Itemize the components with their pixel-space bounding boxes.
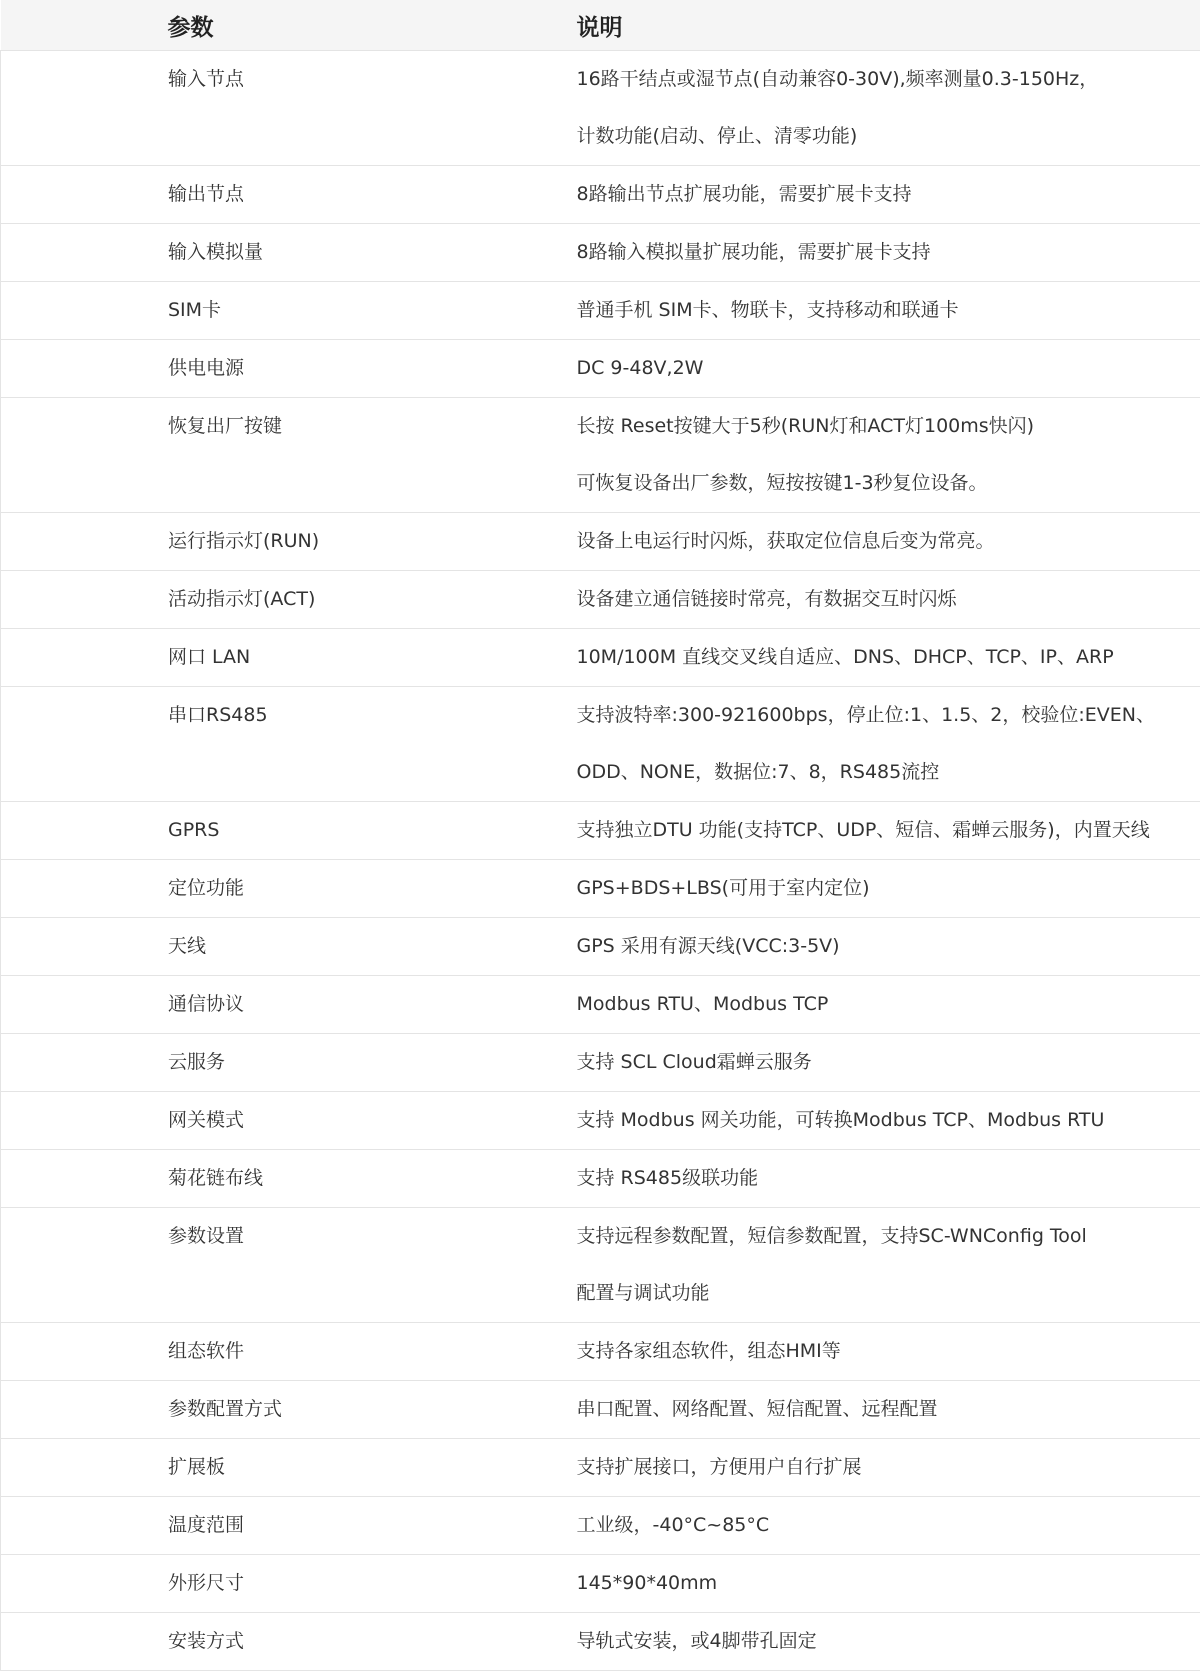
desc-line: 支持独立DTU 功能(支持TCP、UDP、短信、霜蝉云服务)，内置天线 [577, 802, 1200, 859]
desc-cell [577, 571, 1200, 629]
desc-line: 支持远程参数配置，短信参数配置，支持SC-WNConfig Tool [577, 1208, 1200, 1265]
desc-line: Modbus RTU、Modbus TCP [577, 976, 1200, 1033]
table-row [1, 1439, 1200, 1497]
table-row [1, 1613, 1200, 1671]
desc-line: GPS+BDS+LBS(可用于室内定位) [577, 860, 1200, 917]
desc-line: DC 9-48V,2W [577, 340, 1200, 397]
param-cell [1, 918, 577, 976]
param-cell [1, 976, 577, 1034]
desc-cell [577, 513, 1200, 571]
desc-cell [577, 1439, 1200, 1497]
desc-cell [577, 1092, 1200, 1150]
desc-line: 支持波特率:300-921600bps，停止位:1、1.5、2，校验位:EVEN、 [577, 687, 1200, 744]
desc-cell [577, 976, 1200, 1034]
desc-line: 8路输出节点扩展功能，需要扩展卡支持 [577, 166, 1200, 223]
param-cell [1, 1323, 577, 1381]
desc-line: 普通手机 SIM卡、物联卡，支持移动和联通卡 [577, 282, 1200, 339]
param-label: GPRS [168, 802, 577, 859]
param-cell [1, 1613, 577, 1671]
desc-line: 支持 RS485级联功能 [577, 1150, 1200, 1207]
param-cell [1, 1208, 577, 1323]
desc-line: 串口配置、网络配置、短信配置、远程配置 [577, 1381, 1200, 1438]
desc-line: 配置与调试功能 [577, 1265, 1200, 1322]
param-cell [1, 51, 577, 166]
param-cell [1, 571, 577, 629]
desc-cell [577, 224, 1200, 282]
desc-cell [577, 340, 1200, 398]
param-label: 活动指示灯(ACT) [168, 571, 577, 628]
param-cell [1, 340, 577, 398]
param-label: 组态软件 [168, 1323, 577, 1380]
param-cell [1, 1555, 577, 1613]
desc-cell [577, 860, 1200, 918]
desc-cell [577, 1613, 1200, 1671]
desc-line: 设备建立通信链接时常亮，有数据交互时闪烁 [577, 571, 1200, 628]
table-row [1, 1208, 1200, 1323]
param-cell [1, 802, 577, 860]
param-cell [1, 224, 577, 282]
desc-cell [577, 687, 1200, 802]
table-row [1, 1323, 1200, 1381]
desc-cell [577, 398, 1200, 513]
param-label: 运行指示灯(RUN) [168, 513, 577, 570]
desc-cell [577, 1150, 1200, 1208]
param-label: 通信协议 [168, 976, 577, 1033]
desc-cell [577, 1497, 1200, 1555]
desc-cell [577, 166, 1200, 224]
param-label: 安装方式 [168, 1613, 577, 1670]
desc-line: ODD、NONE，数据位:7、8，RS485流控 [577, 744, 1200, 801]
table-row [1, 1555, 1200, 1613]
param-cell [1, 1439, 577, 1497]
desc-line: 长按 Reset按键大于5秒(RUN灯和ACT灯100ms快闪) [577, 398, 1200, 455]
table-row [1, 860, 1200, 918]
param-cell [1, 860, 577, 918]
table-row [1, 282, 1200, 340]
param-label: 天线 [168, 918, 577, 975]
desc-line: 支持 SCL Cloud霜蝉云服务 [577, 1034, 1200, 1091]
desc-cell [577, 282, 1200, 340]
table-row [1, 224, 1200, 282]
table-row [1, 1150, 1200, 1208]
param-cell [1, 1034, 577, 1092]
desc-cell [577, 1555, 1200, 1613]
param-label: 扩展板 [168, 1439, 577, 1496]
param-label: 供电电源 [168, 340, 577, 397]
table-row [1, 629, 1200, 687]
header-param: 参数 [1, 0, 577, 51]
desc-cell [577, 1208, 1200, 1323]
table-row [1, 571, 1200, 629]
table-row [1, 1034, 1200, 1092]
param-cell [1, 687, 577, 802]
param-cell [1, 166, 577, 224]
param-label: 参数设置 [168, 1208, 577, 1265]
param-label: 参数配置方式 [168, 1381, 577, 1438]
table-row [1, 51, 1200, 166]
param-label: 定位功能 [168, 860, 577, 917]
table-row [1, 1381, 1200, 1439]
param-label: 输出节点 [168, 166, 577, 223]
desc-cell [577, 918, 1200, 976]
param-label: 串口RS485 [168, 687, 577, 744]
desc-cell [577, 1381, 1200, 1439]
param-label: 温度范围 [168, 1497, 577, 1554]
desc-line: 支持各家组态软件，组态HMI等 [577, 1323, 1200, 1380]
table-row [1, 1092, 1200, 1150]
table-row [1, 687, 1200, 802]
desc-line: 计数功能(启动、停止、清零功能) [577, 108, 1200, 165]
table-row [1, 166, 1200, 224]
param-cell [1, 629, 577, 687]
desc-line: GPS 采用有源天线(VCC:3-5V) [577, 918, 1200, 975]
table-body [1, 51, 1200, 1671]
header-row [1, 0, 1200, 51]
param-label: 网口 LAN [168, 629, 577, 686]
desc-line: 16路干结点或湿节点(自动兼容0-30V),频率测量0.3-150Hz， [577, 51, 1200, 108]
table-row [1, 976, 1200, 1034]
table-row [1, 340, 1200, 398]
desc-line: 145*90*40mm [577, 1555, 1200, 1612]
table-row [1, 398, 1200, 513]
desc-cell [577, 1034, 1200, 1092]
table-row [1, 513, 1200, 571]
param-cell [1, 513, 577, 571]
desc-cell [577, 1323, 1200, 1381]
table-row [1, 802, 1200, 860]
header-desc: 说明 [577, 0, 1200, 51]
desc-line: 支持扩展接口，方便用户自行扩展 [577, 1439, 1200, 1496]
desc-line: 导轨式安装，或4脚带孔固定 [577, 1613, 1200, 1670]
desc-line: 支持 Modbus 网关功能，可转换Modbus TCP、Modbus RTU [577, 1092, 1200, 1149]
param-label: 网关模式 [168, 1092, 577, 1149]
param-cell [1, 282, 577, 340]
desc-line: 10M/100M 直线交叉线自适应、DNS、DHCP、TCP、IP、ARP [577, 629, 1200, 686]
param-cell [1, 1092, 577, 1150]
desc-line: 可恢复设备出厂参数，短按按键1-3秒复位设备。 [577, 455, 1200, 512]
table-row [1, 1497, 1200, 1555]
param-label: 输入节点 [168, 51, 577, 108]
param-label: 菊花链布线 [168, 1150, 577, 1207]
desc-cell [577, 802, 1200, 860]
desc-line: 设备上电运行时闪烁，获取定位信息后变为常亮。 [577, 513, 1200, 570]
param-label: SIM卡 [168, 282, 577, 339]
table-header [1, 0, 1200, 51]
param-cell [1, 1150, 577, 1208]
table-row [1, 918, 1200, 976]
desc-cell [577, 629, 1200, 687]
param-label: 外形尺寸 [168, 1555, 577, 1612]
param-cell [1, 1381, 577, 1439]
param-label: 云服务 [168, 1034, 577, 1091]
param-cell [1, 398, 577, 513]
param-label: 输入模拟量 [168, 224, 577, 281]
desc-line: 工业级，-40°C~85°C [577, 1497, 1200, 1554]
desc-line: 8路输入模拟量扩展功能，需要扩展卡支持 [577, 224, 1200, 281]
param-label: 恢复出厂按键 [168, 398, 577, 455]
desc-cell [577, 51, 1200, 166]
param-cell [1, 1497, 577, 1555]
